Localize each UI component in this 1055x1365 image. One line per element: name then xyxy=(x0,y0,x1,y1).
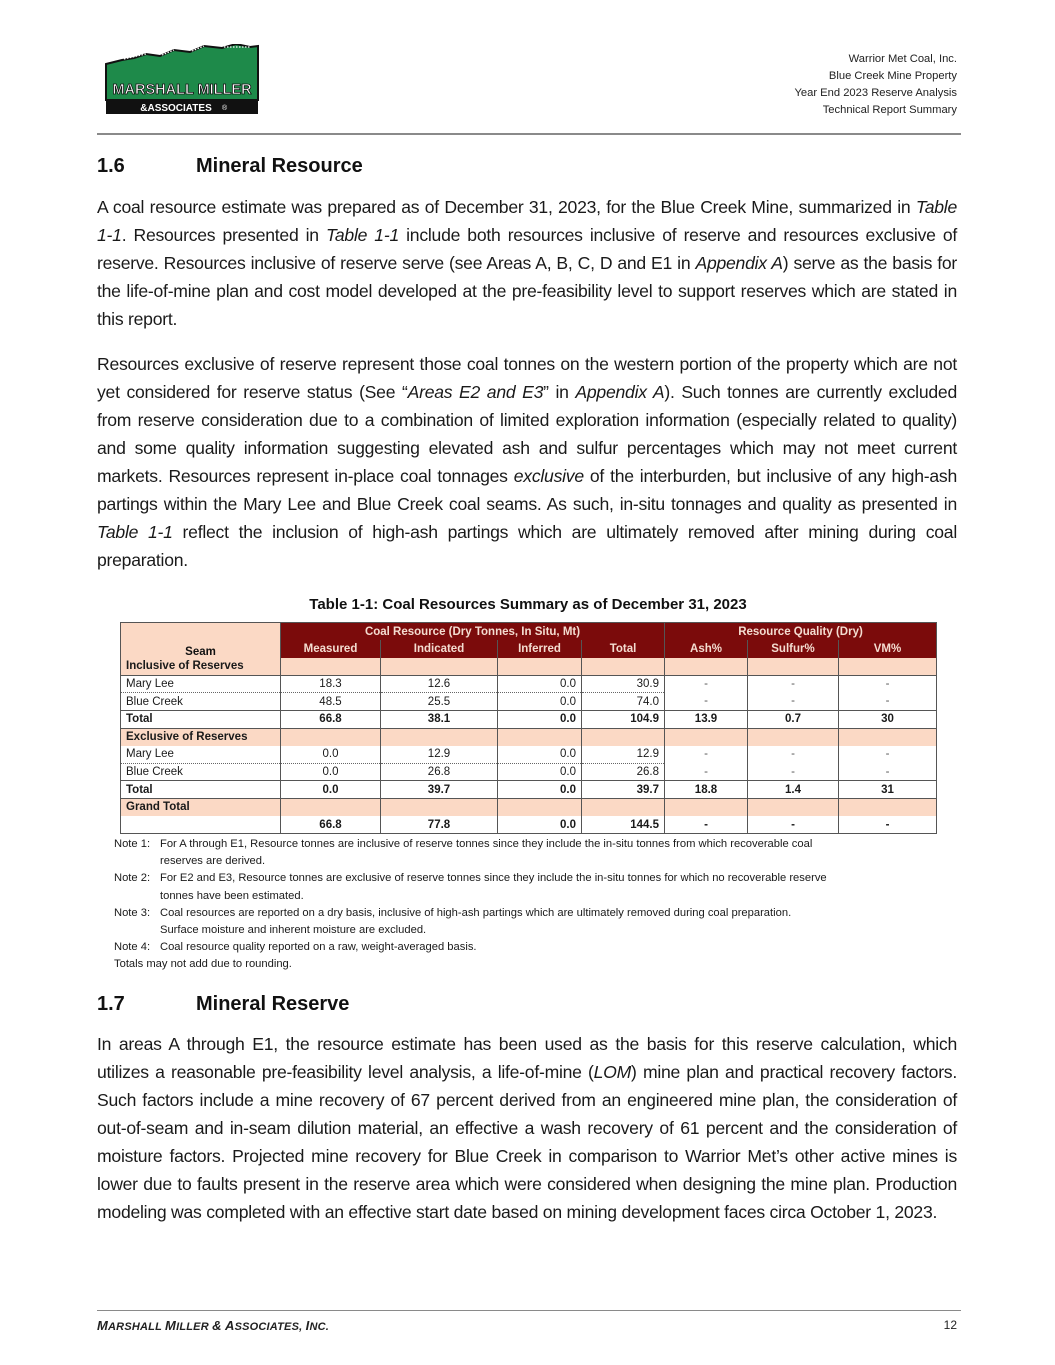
cell-ash: - xyxy=(665,675,748,693)
coal-resources-table xyxy=(120,622,937,834)
cell-seam: Blue Creek xyxy=(121,763,281,781)
cell-indicated: 38.1 xyxy=(381,710,498,728)
page-number: 12 xyxy=(943,1318,957,1332)
paragraph-resources-exclusive xyxy=(97,350,957,574)
paragraph-mineral-reserve xyxy=(97,1030,957,1226)
section-title: Mineral Reserve xyxy=(196,993,350,1015)
cell-indicated: 77.8 xyxy=(381,816,498,834)
cell-total: 39.7 xyxy=(582,781,665,799)
header-report-title: Technical Report Summary xyxy=(822,104,957,116)
cell-ash: 13.9 xyxy=(665,710,748,728)
header-company: Warrior Met Coal, Inc. xyxy=(848,53,957,65)
group-header-resource: Coal Resource (Dry Tonnes, In Situ, Mt) xyxy=(281,623,665,641)
cell-vm: - xyxy=(839,675,937,693)
cell-total: 12.9 xyxy=(582,746,665,764)
rounding-note: Totals may not add due to rounding. xyxy=(114,958,292,971)
column-header-inferred: Inferred xyxy=(498,640,582,658)
cell-inferred: 0.0 xyxy=(498,675,582,693)
cell-measured: 66.8 xyxy=(281,710,381,728)
cell-total: 144.5 xyxy=(582,816,665,834)
cell-total: 26.8 xyxy=(582,763,665,781)
footer-text-run: M xyxy=(165,1318,177,1333)
text-run: A coal resource estimate was prepared as of December 31, 2023, for the Blue Creek Mine, summarized in xyxy=(97,197,916,217)
column-header-sulfur: Sulfur% xyxy=(748,640,839,658)
table-row xyxy=(121,763,937,781)
marshall-miller-logo-icon xyxy=(104,44,260,116)
cell-inferred: 0.0 xyxy=(498,763,582,781)
footer-divider xyxy=(97,1310,961,1311)
company-logo xyxy=(104,44,260,116)
footer-text-run: SSOCIATES, xyxy=(234,1321,306,1333)
section-number: 1.7 xyxy=(97,993,125,1015)
section-number: 1.6 xyxy=(97,155,125,177)
column-header-seam: Seam xyxy=(121,623,281,658)
cell-sulfur: - xyxy=(748,746,839,764)
table-total-row xyxy=(121,710,937,728)
cell-measured: 0.0 xyxy=(281,781,381,799)
footer-text-run: ARSHALL xyxy=(108,1321,166,1333)
table-grand-total-row xyxy=(121,816,937,834)
cell-ash: 18.8 xyxy=(665,781,748,799)
section-heading-1-6 xyxy=(97,155,363,178)
italic-text: Table 1-1 xyxy=(97,522,173,542)
cell-sulfur: - xyxy=(748,693,839,711)
cell-sulfur: - xyxy=(748,675,839,693)
cell-indicated: 26.8 xyxy=(381,763,498,781)
text-run: ” in xyxy=(543,382,576,402)
header-property: Blue Creek Mine Property xyxy=(828,70,957,82)
table-caption: Table 1-1: Coal Resources Summary as of December 31, 2023 xyxy=(309,596,747,613)
cell-total: 30.9 xyxy=(582,675,665,693)
column-header-indicated: Indicated xyxy=(381,640,498,658)
column-header-ash: Ash% xyxy=(665,640,748,658)
text-run: . Resources presented in xyxy=(121,225,326,245)
italic-text: Table 1-1 xyxy=(326,225,399,245)
cell-vm: - xyxy=(839,693,937,711)
cell-ash: - xyxy=(665,693,748,711)
cell-sulfur: 0.7 xyxy=(748,710,839,728)
cell-seam: Mary Lee xyxy=(121,675,281,693)
cell-vm: 30 xyxy=(839,710,937,728)
cell-measured: 18.3 xyxy=(281,675,381,693)
text-run: of the interburden, but inclusive of any high-ash partings within the Mary Lee and Blue Creek coal seams. As such, in-situ tonnages and quality as presented in xyxy=(97,466,957,514)
text-run: ). Such tonnes are currently excluded from reserve consideration due to a combination of limited exploration information (especially related to quality) and some quality information suggesting elevated ash and sulfur percentages which may not meet current markets. Resources represent in-place coal tonnages xyxy=(97,382,957,486)
cell-measured: 0.0 xyxy=(281,763,381,781)
section-row-grand-total xyxy=(121,798,937,816)
cell-seam: Total xyxy=(121,781,281,799)
header-divider xyxy=(97,133,961,135)
text-run: ) serve as the basis for the life-of-mine plan and cost model developed at the pre-feasibility level to support reserves which are stated in this report. xyxy=(97,253,957,329)
italic-text: exclusive xyxy=(513,466,584,486)
cell-sulfur: 1.4 xyxy=(748,781,839,799)
section-label: Grand Total xyxy=(121,798,281,816)
footer-text-run: ILLER xyxy=(176,1321,213,1333)
table-total-row xyxy=(121,781,937,799)
svg-text:&ASSOCIATES: &ASSOCIATES xyxy=(140,103,212,114)
footer-text-run: NC. xyxy=(309,1321,330,1333)
column-header-measured: Measured xyxy=(281,640,381,658)
section-row-inclusive xyxy=(121,658,937,676)
column-header-total: Total xyxy=(582,640,665,658)
note-1-continued: reserves are derived. xyxy=(160,855,266,868)
cell-ash: - xyxy=(665,816,748,834)
text-run: Resources exclusive of reserve represent those coal tonnes on the western portion of the property which are not yet considered for reserve status (See “ xyxy=(97,354,957,402)
italic-text: Appendix A xyxy=(695,253,783,273)
cell-vm: 31 xyxy=(839,781,937,799)
cell-indicated: 39.7 xyxy=(381,781,498,799)
paragraph-resource-estimate xyxy=(97,193,957,333)
note-3-continued: Surface moisture and inherent moisture are excluded. xyxy=(160,924,427,937)
footer-text-run: A xyxy=(224,1318,235,1333)
section-label: Exclusive of Reserves xyxy=(121,728,281,746)
cell-measured: 66.8 xyxy=(281,816,381,834)
cell-inferred: 0.0 xyxy=(498,746,582,764)
section-heading-1-7 xyxy=(97,993,349,1016)
note-4: Note 4: Coal resource quality reported on a raw, weight-averaged basis. xyxy=(114,941,477,954)
cell-ash: - xyxy=(665,746,748,764)
footer-text-run: I xyxy=(305,1318,310,1333)
cell-total: 104.9 xyxy=(582,710,665,728)
cell-indicated: 12.9 xyxy=(381,746,498,764)
footer-text-run: M xyxy=(97,1318,109,1333)
footer-company-name xyxy=(97,1318,329,1333)
text-run: ) mine plan and practical recovery factors. Such factors include a mine recovery of 67 percent derived from an engineered mine plan, the consideration of out-of-seam and in-seam dilution material, an effective a wash recovery of 61 percent and the consideration of moisture factors. Projected mine recovery for Blue Creek in comparison to Warrior Met’s other active mines is lower due to faults present in the reserve area which were considered when designing the mine plan. Production modeling was completed with an effective start date based on mining development faces circa October 1, 2023. xyxy=(97,1062,957,1222)
table-row xyxy=(121,675,937,693)
text-run: reflect the inclusion of high-ash partings which are ultimately removed after mining during coal preparation. xyxy=(97,522,957,570)
italic-text: Appendix A xyxy=(575,382,665,402)
svg-text:®: ® xyxy=(222,105,228,112)
cell-measured: 0.0 xyxy=(281,746,381,764)
note-3: Note 3: Coal resources are reported on a dry basis, inclusive of high-ash partings which are ultimately removed during coal preparation. xyxy=(114,906,792,919)
svg-text:MARSHALL MILLER: MARSHALL MILLER xyxy=(112,82,252,98)
group-header-quality: Resource Quality (Dry) xyxy=(665,623,937,641)
cell-measured: 48.5 xyxy=(281,693,381,711)
cell-indicated: 25.5 xyxy=(381,693,498,711)
cell-seam: Mary Lee xyxy=(121,746,281,764)
cell-sulfur: - xyxy=(748,763,839,781)
cell-sulfur: - xyxy=(748,816,839,834)
column-header-vm: VM% xyxy=(839,640,937,658)
section-row-exclusive xyxy=(121,728,937,746)
cell-seam: Total xyxy=(121,710,281,728)
cell-vm: - xyxy=(839,816,937,834)
cell-ash: - xyxy=(665,763,748,781)
cell-inferred: 0.0 xyxy=(498,781,582,799)
text-run: include both resources inclusive of reserve and resources exclusive of reserve. Resources inclusive of reserve serve (see Areas A, B, C, D and E1 in xyxy=(97,225,957,273)
text-run: In areas A through E1, the resource estimate has been used as the basis for this reserve calculation, which utilizes a reasonable pre-feasibility level analysis, a life-of-mine ( xyxy=(97,1034,957,1082)
note-2-continued: tonnes have been estimated. xyxy=(160,889,304,902)
italic-text: Areas E2 and E3 xyxy=(407,382,544,402)
header-report-type: Year End 2023 Reserve Analysis xyxy=(794,87,957,99)
cell-indicated: 12.6 xyxy=(381,675,498,693)
table-row xyxy=(121,746,937,764)
table-notes xyxy=(114,836,827,974)
table-row xyxy=(121,693,937,711)
italic-text: LOM xyxy=(593,1062,632,1082)
cell-inferred: 0.0 xyxy=(498,693,582,711)
cell-inferred: 0.0 xyxy=(498,710,582,728)
italic-text: Table 1-1 xyxy=(97,197,957,245)
cell-seam xyxy=(121,816,281,834)
section-title: Mineral Resource xyxy=(196,155,363,177)
cell-vm: - xyxy=(839,763,937,781)
footer-text-run: & xyxy=(212,1318,222,1333)
cell-seam: Blue Creek xyxy=(121,693,281,711)
cell-vm: - xyxy=(839,746,937,764)
note-1: Note 1: For A through E1, Resource tonnes are inclusive of reserve tonnes since they include the in-situ tonnes from which recoverable coal xyxy=(114,838,813,850)
cell-total: 74.0 xyxy=(582,693,665,711)
cell-inferred: 0.0 xyxy=(498,816,582,834)
document-header-info xyxy=(794,51,957,119)
section-label: Inclusive of Reserves xyxy=(121,658,281,676)
note-2: Note 2: For E2 and E3, Resource tonnes are exclusive of reserve tonnes since they include the in-situ tonnes for which no recoverable reserve xyxy=(114,872,827,885)
